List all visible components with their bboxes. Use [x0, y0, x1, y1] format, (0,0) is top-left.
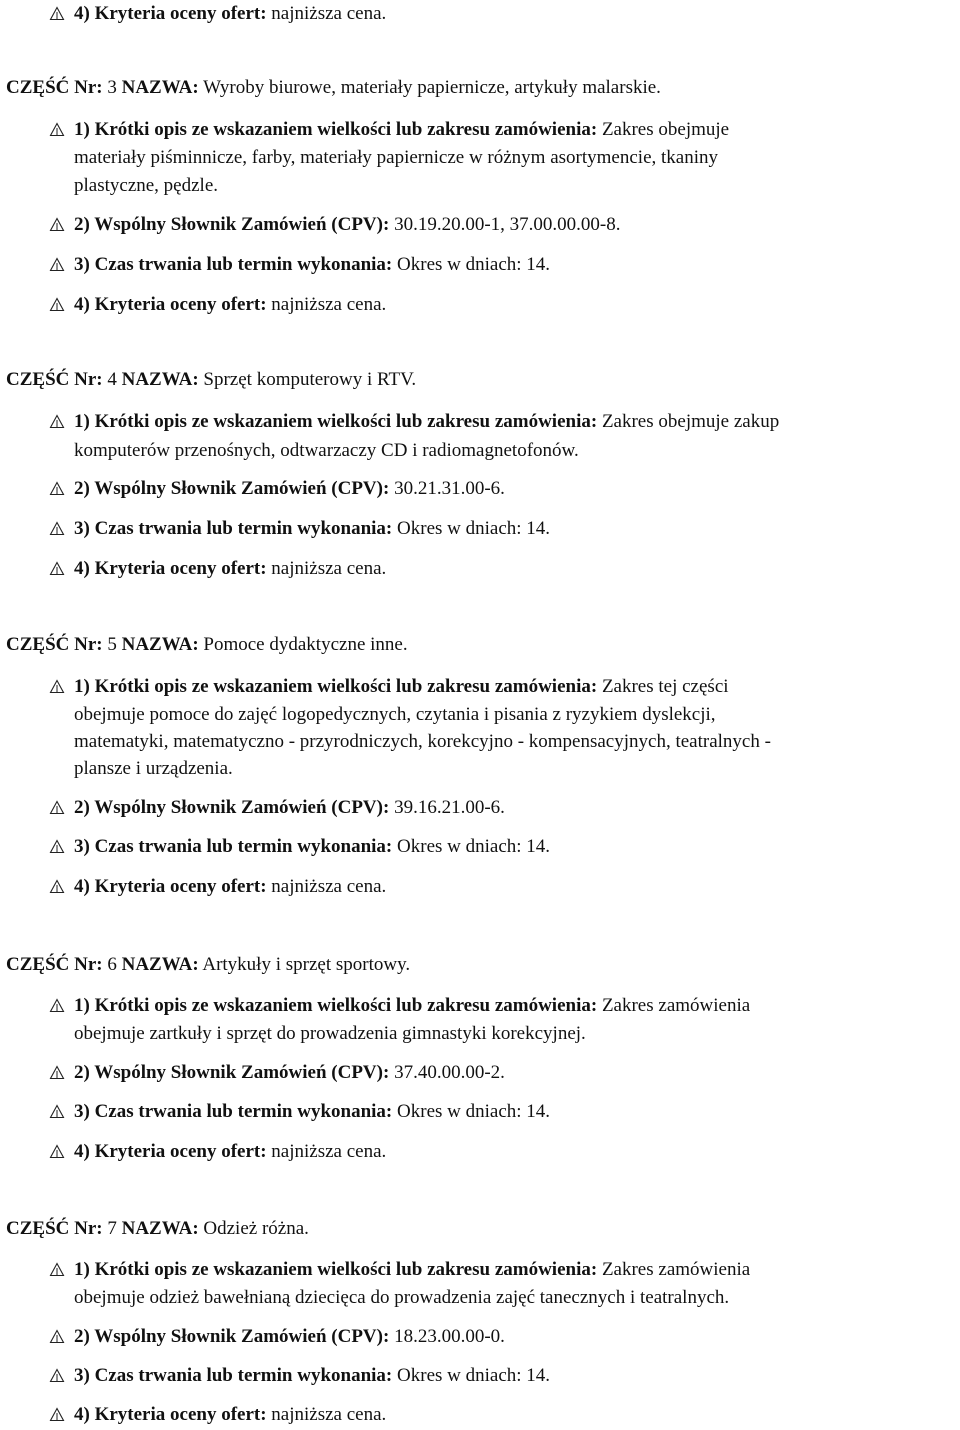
item-value: Zakres tej części [601, 676, 729, 697]
item-label: 2) Wspólny Słownik Zamówień (CPV): [74, 1326, 390, 1347]
item-continuation: obejmuje zartkuły i sprzęt do prowadzenia gimnastyki korekcyjnej. [74, 1023, 586, 1044]
item-continuation: komputerów przenośnych, odtwarzaczy CD i radiomagnetofonów. [74, 440, 579, 461]
triangle-bullet-icon [49, 481, 65, 497]
item-label: 4) Kryteria oceny ofert: [74, 1404, 267, 1425]
triangle-bullet-icon [49, 1144, 65, 1160]
triangle-bullet-icon [49, 217, 65, 233]
item-label: 2) Wspólny Słownik Zamówień (CPV): [74, 214, 390, 235]
item-value: najniższa cena. [271, 1404, 387, 1425]
item-value: Okres w dniach: 14. [397, 518, 551, 539]
item-value: Okres w dniach: 14. [397, 836, 551, 857]
item-label: 2) Wspólny Słownik Zamówień (CPV): [74, 797, 390, 818]
part-name: Sprzęt komputerowy i RTV. [203, 369, 417, 390]
item-value: 30.21.31.00-6. [394, 478, 505, 499]
item-label: 3) Czas trwania lub termin wykonania: [74, 836, 393, 857]
triangle-bullet-icon [49, 6, 65, 22]
item-continuation: obejmuje odzież bawełnianą dziecięca do prowadzenia zajęć tanecznych i teatralnych. [74, 1287, 730, 1308]
item-label: 2) Wspólny Słownik Zamówień (CPV): [74, 478, 390, 499]
item-label: 1) Krótki opis ze wskazaniem wielkości lub zakresu zamówienia: [74, 1259, 598, 1280]
item-value: najniższa cena. [271, 558, 387, 579]
item-value: Zakres zamówienia [601, 1259, 751, 1280]
triangle-bullet-icon [49, 561, 65, 577]
item-value: najniższa cena. [271, 294, 387, 315]
item-value: najniższa cena. [271, 3, 387, 24]
item-label: 4) Kryteria oceny ofert: [74, 1141, 267, 1162]
part-header: CZĘŚĆ Nr: 5 NAZWA: Pomoce dydaktyczne inne. [6, 634, 408, 655]
triangle-bullet-icon [49, 414, 65, 430]
triangle-bullet-icon [49, 1262, 65, 1278]
triangle-bullet-icon [49, 998, 65, 1014]
item-value: najniższa cena. [271, 1141, 387, 1162]
part-name: Odzież różna. [203, 1218, 309, 1239]
item-value: Okres w dniach: 14. [397, 1101, 551, 1122]
item-label: 1) Krótki opis ze wskazaniem wielkości lub zakresu zamówienia: [74, 119, 598, 140]
item-label: 3) Czas trwania lub termin wykonania: [74, 1365, 393, 1386]
triangle-bullet-icon [49, 257, 65, 273]
item-value: Zakres obejmuje [601, 119, 730, 140]
item-label: 4) Kryteria oceny ofert: [74, 294, 267, 315]
item-continuation: plansze i urządzenia. [74, 758, 233, 779]
item-label: 4) Kryteria oceny ofert: [74, 558, 267, 579]
triangle-bullet-icon [49, 839, 65, 855]
triangle-bullet-icon [49, 1329, 65, 1345]
item-value: 39.16.21.00-6. [394, 797, 505, 818]
triangle-bullet-icon [49, 800, 65, 816]
triangle-bullet-icon [49, 1065, 65, 1081]
item-continuation: matematyki, matematyczno - przyrodniczych, korekcyjno - kompensacyjnych, teatralnych - [74, 731, 771, 752]
part-header: CZĘŚĆ Nr: 6 NAZWA: Artykuły i sprzęt sportowy. [6, 954, 411, 975]
item-label: 4) Kryteria oceny ofert: [74, 3, 267, 24]
part-name: Pomoce dydaktyczne inne. [203, 634, 408, 655]
triangle-bullet-icon [49, 679, 65, 695]
item-label: 1) Krótki opis ze wskazaniem wielkości lub zakresu zamówienia: [74, 995, 598, 1016]
item-label: 3) Czas trwania lub termin wykonania: [74, 1101, 393, 1122]
item-continuation: plastyczne, pędzle. [74, 175, 219, 196]
item-continuation: materiały piśminnicze, farby, materiały papiernicze w różnym asortymencie, tkaniny [74, 147, 718, 168]
part-name: Artykuły i sprzęt sportowy. [202, 954, 411, 975]
item-label: 1) Krótki opis ze wskazaniem wielkości lub zakresu zamówienia: [74, 411, 598, 432]
part-header: CZĘŚĆ Nr: 4 NAZWA: Sprzęt komputerowy i RTV. [6, 369, 417, 390]
item-label: 3) Czas trwania lub termin wykonania: [74, 518, 393, 539]
item-value: Okres w dniach: 14. [397, 254, 551, 275]
part-header: CZĘŚĆ Nr: 7 NAZWA: Odzież różna. [6, 1218, 309, 1239]
triangle-bullet-icon [49, 879, 65, 895]
item-continuation: obejmuje pomoce do zajęć logopedycznych, czytania i pisania z ryzykiem dyslekcji, [74, 704, 716, 725]
item-label: 1) Krótki opis ze wskazaniem wielkości lub zakresu zamówienia: [74, 676, 598, 697]
triangle-bullet-icon [49, 122, 65, 138]
item-value: 30.19.20.00-1, 37.00.00.00-8. [394, 214, 621, 235]
triangle-bullet-icon [49, 1104, 65, 1120]
item-label: 2) Wspólny Słownik Zamówień (CPV): [74, 1062, 390, 1083]
triangle-bullet-icon [49, 521, 65, 537]
item-label: 3) Czas trwania lub termin wykonania: [74, 254, 393, 275]
item-value: Okres w dniach: 14. [397, 1365, 551, 1386]
part-header: CZĘŚĆ Nr: 3 NAZWA: Wyroby biurowe, materiały papiernicze, artykuły malarskie. [6, 77, 661, 98]
item-value: Zakres zamówienia [601, 995, 751, 1016]
triangle-bullet-icon [49, 1407, 65, 1423]
item-value: najniższa cena. [271, 876, 387, 897]
item-value: 37.40.00.00-2. [394, 1062, 505, 1083]
part-name: Wyroby biurowe, materiały papiernicze, artykuły malarskie. [203, 77, 661, 98]
triangle-bullet-icon [49, 1368, 65, 1384]
item-value: Zakres obejmuje zakup [601, 411, 780, 432]
triangle-bullet-icon [49, 297, 65, 313]
item-value: 18.23.00.00-0. [394, 1326, 505, 1347]
item-label: 4) Kryteria oceny ofert: [74, 876, 267, 897]
